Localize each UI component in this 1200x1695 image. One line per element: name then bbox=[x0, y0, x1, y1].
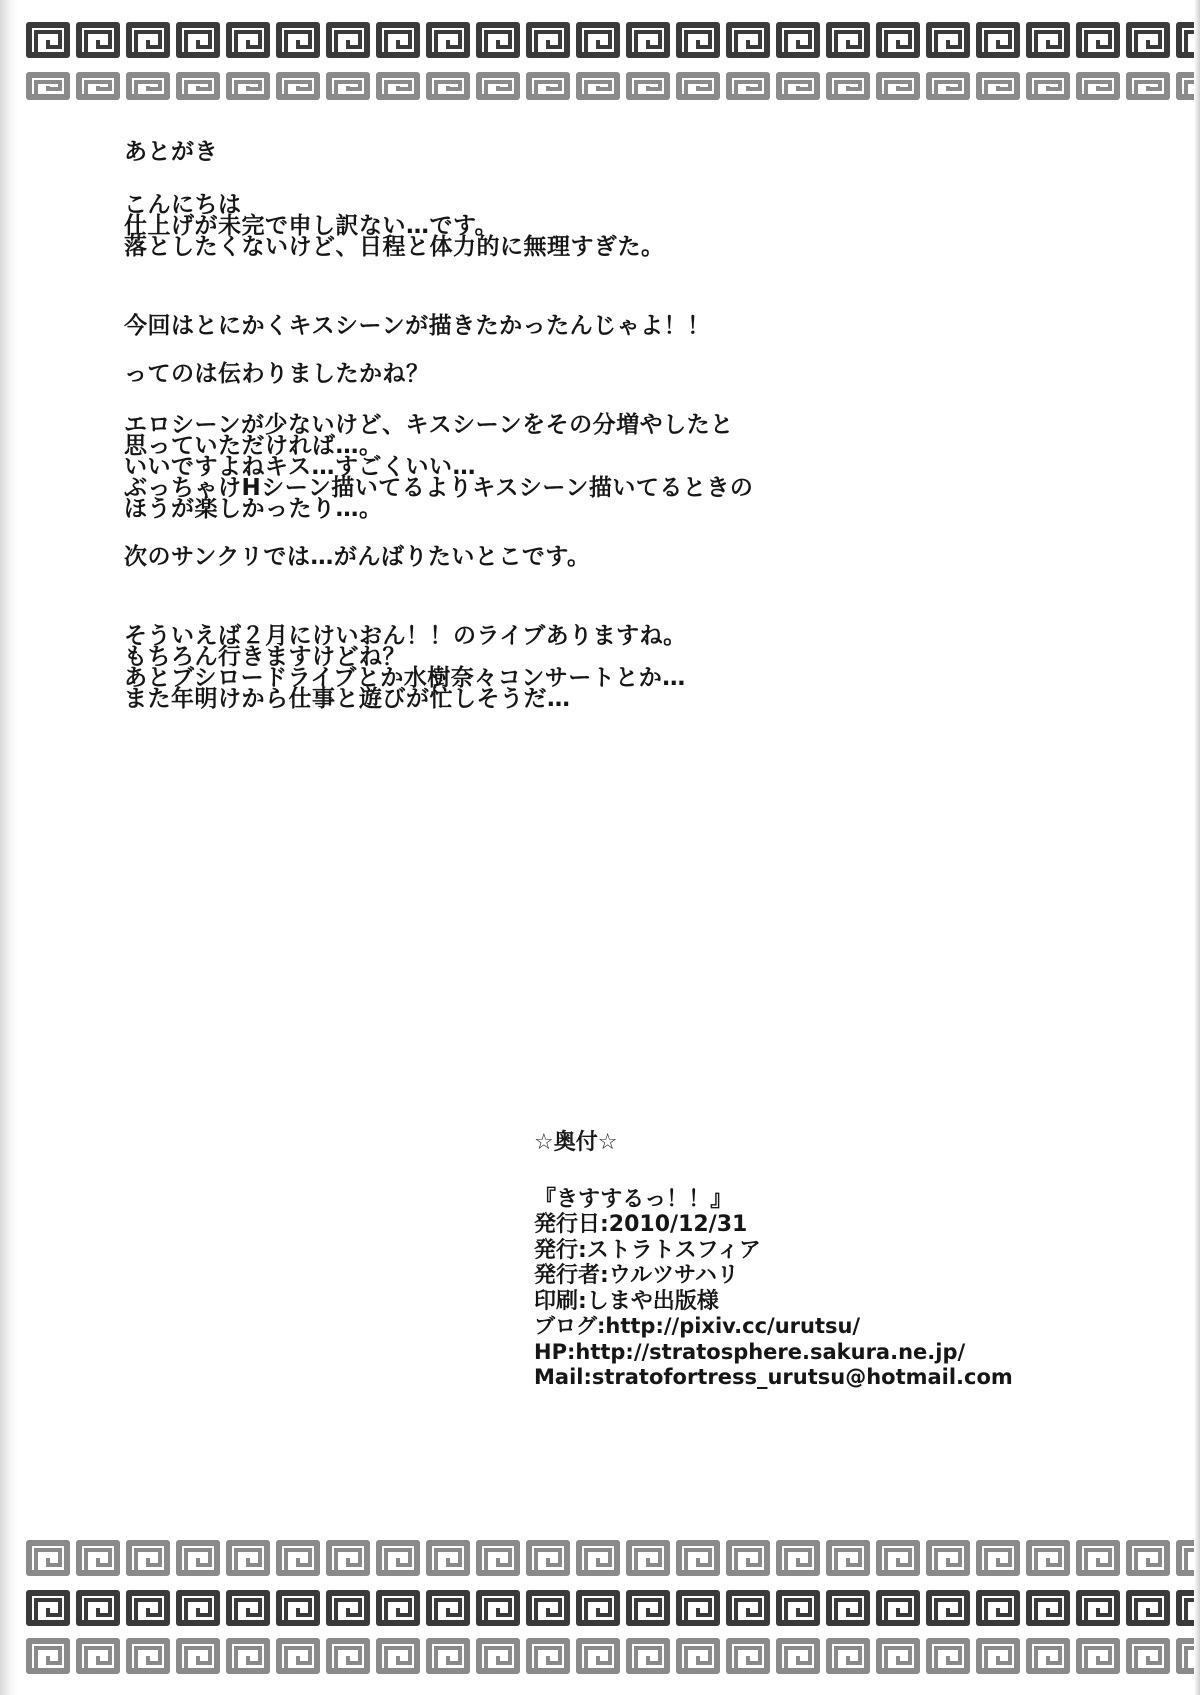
afterword-line: 今回はとにかくキスシーンが描きたかったんじゃよ！！ bbox=[124, 313, 711, 339]
afterword-line: こんにちは bbox=[124, 192, 242, 218]
afterword-line: あとブシロードライブとか水樹奈々コンサートとか… bbox=[124, 665, 686, 691]
colophon-heading: ☆奥付☆ bbox=[534, 1130, 618, 1155]
greek-key-border-top-light bbox=[24, 70, 1194, 102]
colophon-blog: ブログ:http://pixiv.cc/urutsu/ bbox=[534, 1314, 861, 1338]
colophon-author: 発行者:ウルツサハリ bbox=[534, 1263, 739, 1288]
page-right-edge bbox=[1194, 0, 1200, 1695]
afterword-line: エロシーンが少ないけど、キスシーンをその分増やしたと bbox=[124, 412, 734, 438]
colophon-publisher: 発行:ストラトスフィア bbox=[534, 1237, 761, 1263]
page-binding-edge bbox=[0, 0, 18, 1695]
colophon-section bbox=[534, 1130, 1094, 1391]
greek-key-border-bottom-dark bbox=[24, 1588, 1194, 1628]
greek-key-border-bottom-light-2 bbox=[24, 1636, 1194, 1676]
afterword-line: 落としたくないけど、日程と体力的に無理すぎた。 bbox=[124, 234, 665, 260]
afterword-line: ぶっちゃけHシーン描いてるよりキスシーン描いてるときの bbox=[124, 475, 754, 501]
colophon-mail: Mail:stratofortress_urutsu@hotmail.com bbox=[534, 1365, 1013, 1389]
afterword-line: いいですよねキス…すごくいい… bbox=[124, 454, 477, 480]
afterword-line: そういえば２月にけいおん！！のライブありますね。 bbox=[124, 623, 687, 649]
colophon-printer: 印刷:しまや出版様 bbox=[534, 1288, 719, 1314]
afterword-line: ほうが楽しかったり…。 bbox=[124, 496, 383, 522]
afterword-line: 仕上げが未完で申し訳ない…です。 bbox=[124, 213, 499, 239]
afterword-line: また年明けから仕事と遊びが忙しそうだ… bbox=[124, 686, 571, 712]
greek-key-border-bottom-light bbox=[24, 1538, 1194, 1578]
afterword-line: 次のサンクリでは…がんばりたいとこです。 bbox=[124, 544, 591, 570]
colophon-date: 発行日:2010/12/31 bbox=[534, 1212, 748, 1237]
colophon-title: 『きすするっ！！』 bbox=[534, 1186, 733, 1212]
afterword-line: 思っていただければ…。 bbox=[124, 433, 383, 459]
greek-key-border-top-dark bbox=[24, 20, 1194, 60]
afterword-line: もちろん行きますけどね？ bbox=[124, 644, 406, 670]
colophon-hp: HP:http://stratosphere.sakura.ne.jp/ bbox=[534, 1339, 966, 1364]
afterword-title: あとがき bbox=[124, 139, 218, 165]
afterword-section bbox=[124, 139, 1024, 712]
afterword-line: ってのは伝わりましたかね？ bbox=[124, 361, 430, 387]
